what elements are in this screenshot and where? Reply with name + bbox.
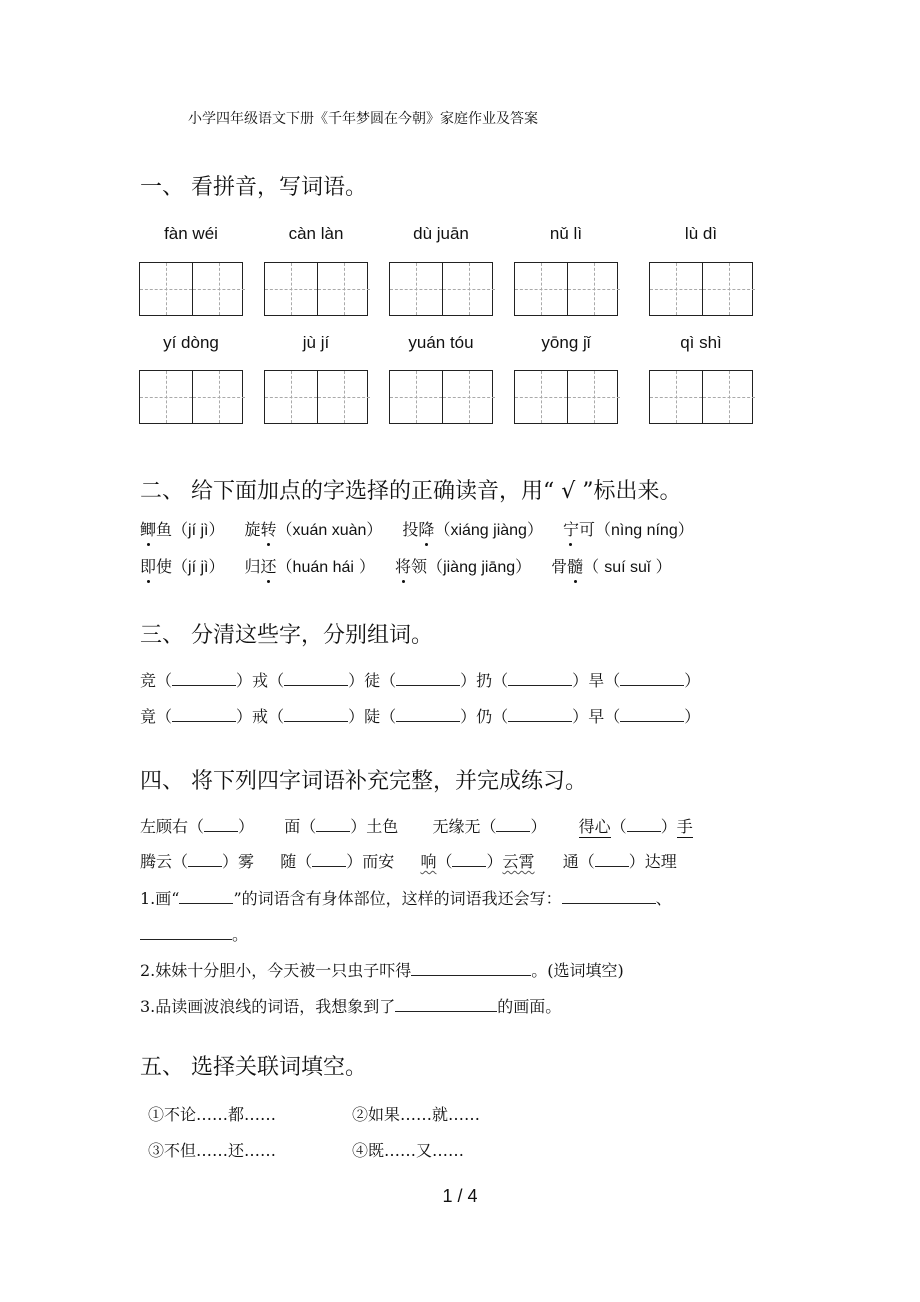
question-2: 2.妹妹十分胆小，今天被一只虫子吓得 。(选词填空) — [140, 961, 624, 980]
word-group-item: 仍（ ） — [476, 707, 589, 726]
word-group-item: 竟（ ） — [140, 707, 253, 726]
pronunciation-line-1 — [140, 517, 694, 540]
pronunciation-item: 投降（xiánɡ jiànɡ） — [402, 520, 543, 539]
word-group-row-1 — [140, 668, 700, 691]
section-1-title: 一、 看拼音，写词语。 — [140, 175, 367, 200]
pinyin-label: jù jí — [302, 333, 330, 352]
idiom-3: 无缘无（ ） — [432, 817, 547, 836]
conjunction-option-3: ③不但……还…… — [148, 1141, 277, 1160]
word-group-item: 陡（ ） — [364, 707, 477, 726]
question-1: 1.画“ ”的词语含有身体部位，这样的词语我还会写： 、 — [140, 889, 672, 908]
pinyin-label: yōnɡ jǐ — [541, 333, 591, 352]
word-group-item: 旱（ ） — [588, 671, 701, 690]
pronunciation-item: 宁可（nìnɡ nínɡ） — [563, 520, 694, 539]
word-group-item: 徒（ ） — [364, 671, 477, 690]
writing-grid-box[interactable] — [139, 370, 243, 424]
section-4-title: 四、 将下列四字词语补充完整，并完成练习。 — [140, 769, 587, 794]
word-group-item: 扔（ ） — [476, 671, 589, 690]
pronunciation-item: 鲫鱼（jí jì） — [140, 520, 225, 539]
pronunciation-item: 归还（huán hái ） — [245, 557, 376, 576]
document-title: 小学四年级语文下册《千年梦圆在今朝》家庭作业及答案 — [188, 111, 538, 127]
pinyin-label: nǔ lì — [549, 224, 583, 243]
pronunciation-line-2 — [140, 554, 672, 577]
idiom-5: 腾云（ ）雾 — [140, 852, 255, 871]
idiom-4: 得心（ ）手 — [578, 817, 693, 836]
idiom-2: 面（ ）土色 — [284, 817, 399, 836]
word-group-item: 戒（ ） — [252, 707, 365, 726]
idiom-7: 响（ ）云霄 — [420, 852, 535, 871]
question-1-continued: 。 — [140, 922, 248, 945]
writing-grid-box[interactable] — [649, 262, 753, 316]
pinyin-label: lù dì — [684, 224, 718, 243]
writing-grid-box[interactable] — [264, 370, 368, 424]
conjunction-option-4: ④既……又…… — [352, 1141, 465, 1160]
idiom-line-1 — [140, 814, 693, 837]
writing-grid-box[interactable] — [514, 370, 618, 424]
pinyin-label: yuán tóu — [408, 333, 474, 352]
section-5-title: 五、 选择关联词填空。 — [140, 1055, 367, 1080]
pinyin-label: qì shì — [680, 333, 722, 352]
section-2-title: 二、 给下面加点的字选择的正确读音，用“ √ ”标出来。 — [140, 479, 682, 504]
word-group-item: 早（ ） — [588, 707, 701, 726]
conjunction-option-1: ①不论……都…… — [148, 1105, 277, 1124]
word-group-row-2 — [140, 704, 700, 727]
pronunciation-item: 旋转（xuán xuàn） — [245, 520, 383, 539]
idiom-line-2 — [140, 849, 677, 872]
writing-grid-box[interactable] — [389, 262, 493, 316]
word-group-item: 戎（ ） — [252, 671, 365, 690]
idiom-1: 左顾右（ ） — [140, 817, 255, 836]
pronunciation-item: 将领（jiànɡ jiānɡ） — [395, 557, 531, 576]
idiom-8: 通（ ）达理 — [562, 852, 677, 871]
idiom-6: 随（ ）而安 — [280, 852, 395, 871]
question-3: 3.品读画波浪线的词语，我想象到了 的画面。 — [140, 997, 562, 1016]
word-group-item: 竞（ ） — [140, 671, 253, 690]
section-3-title: 三、 分清这些字，分别组词。 — [140, 623, 433, 648]
pronunciation-item: 即使（jí jì） — [140, 557, 225, 576]
writing-grid-box[interactable] — [514, 262, 618, 316]
page-number: 1 / 4 — [442, 1186, 478, 1206]
pinyin-label: càn làn — [288, 224, 344, 243]
writing-grid-box[interactable] — [264, 262, 368, 316]
writing-grid-box[interactable] — [649, 370, 753, 424]
conjunction-option-2: ②如果……就…… — [352, 1105, 481, 1124]
pronunciation-item: 骨髓（ suí suǐ ） — [551, 557, 671, 576]
pinyin-label: yí dònɡ — [163, 333, 219, 352]
writing-grid-box[interactable] — [139, 262, 243, 316]
writing-grid-box[interactable] — [389, 370, 493, 424]
pinyin-label: dù juān — [413, 224, 469, 243]
pinyin-label: fàn wéi — [164, 224, 218, 243]
